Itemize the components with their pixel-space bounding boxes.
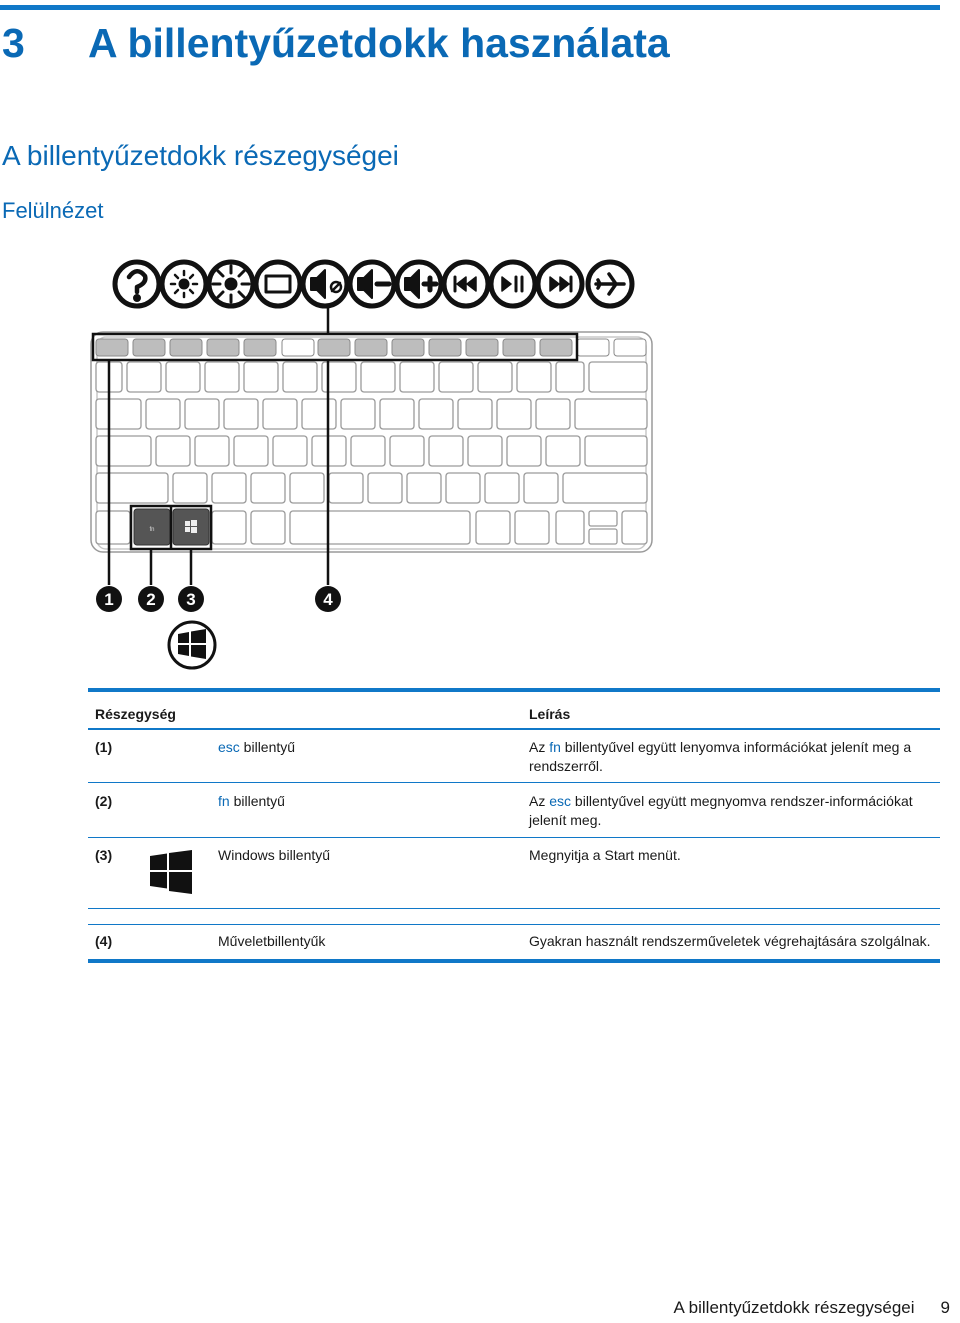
row-component: Műveletbillentyűk bbox=[218, 933, 326, 949]
table-header bbox=[88, 692, 940, 728]
row-number: (3) bbox=[95, 847, 113, 863]
airplane-mode-icon bbox=[588, 262, 632, 306]
keyboard-figure bbox=[0, 250, 960, 680]
fn-key-label: fn bbox=[149, 527, 155, 533]
chapter-title: A billentyűzetdokk használata bbox=[88, 20, 670, 66]
chapter-number: 3 bbox=[2, 20, 25, 66]
subsection-title: Felülnézet bbox=[2, 198, 104, 223]
svg-text:3: 3 bbox=[186, 590, 196, 609]
windows-logo-icon bbox=[169, 622, 215, 668]
table-row bbox=[88, 730, 940, 782]
table-row bbox=[88, 925, 940, 959]
svg-text:1: 1 bbox=[104, 590, 114, 609]
display-switch-icon bbox=[256, 262, 300, 306]
play-pause-icon bbox=[491, 262, 535, 306]
function-key-row bbox=[96, 339, 646, 356]
brightness-up-icon bbox=[209, 262, 253, 306]
row-component: Windows billentyű bbox=[218, 847, 331, 863]
next-track-icon bbox=[538, 262, 582, 306]
callout-3 bbox=[178, 586, 204, 612]
keyboard-illustration bbox=[0, 250, 960, 680]
callout-4 bbox=[315, 586, 341, 612]
windows-logo-icon bbox=[150, 850, 192, 894]
volume-up-icon bbox=[397, 262, 441, 306]
callout-2 bbox=[138, 586, 164, 612]
row-component: esc billentyű bbox=[218, 739, 296, 755]
row-number: (1) bbox=[95, 739, 113, 755]
svg-text:2: 2 bbox=[146, 590, 156, 609]
help-icon bbox=[115, 262, 159, 306]
footer-section: A billentyűzetdokk részegységei bbox=[673, 1298, 915, 1317]
previous-track-icon bbox=[444, 262, 488, 306]
chapter-heading bbox=[2, 20, 670, 67]
components-table bbox=[88, 688, 940, 963]
row-number: (2) bbox=[95, 793, 113, 809]
page-number: 9 bbox=[940, 1298, 950, 1317]
header-component: Részegység bbox=[95, 706, 176, 722]
page-footer bbox=[674, 1298, 950, 1318]
table-row bbox=[88, 783, 940, 837]
row-description: Megnyitja a Start menüt. bbox=[529, 847, 681, 863]
table-row bbox=[88, 838, 940, 908]
row-description: Az esc billentyűvel együtt megnyomva rendszer-információkat jelenít meg. bbox=[529, 793, 913, 828]
row-component: fn billentyű bbox=[218, 793, 285, 809]
volume-down-icon bbox=[350, 262, 394, 306]
row-description: Gyakran használt rendszerműveletek végrehajtására szolgálnak. bbox=[529, 933, 931, 949]
row-number: (4) bbox=[95, 933, 113, 949]
callout-1 bbox=[96, 586, 122, 612]
brightness-down-icon bbox=[162, 262, 206, 306]
svg-text:4: 4 bbox=[323, 590, 333, 609]
top-rule bbox=[0, 5, 940, 10]
mute-icon bbox=[303, 262, 347, 306]
section-title: A billentyűzetdokk részegységei bbox=[2, 140, 399, 171]
row-description: Az fn billentyűvel együtt lenyomva információkat jelenít meg a rendszerről. bbox=[529, 739, 912, 774]
header-description: Leírás bbox=[529, 706, 571, 722]
